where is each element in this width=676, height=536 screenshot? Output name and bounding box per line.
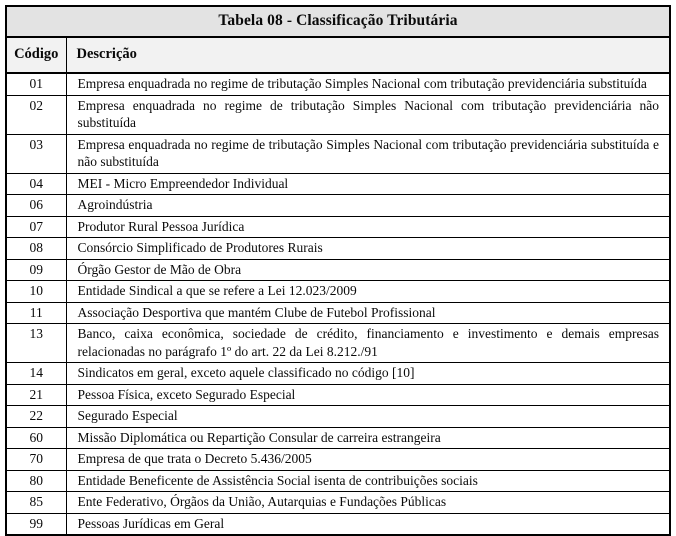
table-row <box>6 449 670 471</box>
code-cell: 01 <box>6 73 66 95</box>
description-cell: Associação Desportiva que mantém Clube de Futebol Profissional <box>66 302 670 324</box>
description-cell: Órgão Gestor de Mão de Obra <box>66 259 670 281</box>
column-header-codigo: Código <box>6 37 66 73</box>
code-cell: 04 <box>6 173 66 195</box>
code-cell: 14 <box>6 363 66 385</box>
description-cell: Missão Diplomática ou Repartição Consular de carreira estrangeira <box>66 427 670 449</box>
table-row <box>6 216 670 238</box>
code-cell: 08 <box>6 238 66 260</box>
description-cell: Ente Federativo, Órgãos da União, Autarquias e Fundações Públicas <box>66 492 670 514</box>
code-cell: 85 <box>6 492 66 514</box>
table-row <box>6 302 670 324</box>
description-cell: Segurado Especial <box>66 406 670 428</box>
table-row <box>6 173 670 195</box>
table-row <box>6 238 670 260</box>
table-row <box>6 384 670 406</box>
table-row <box>6 73 670 95</box>
code-cell: 02 <box>6 95 66 134</box>
code-cell: 70 <box>6 449 66 471</box>
table-title: Tabela 08 - Classificação Tributária <box>6 6 670 37</box>
description-cell: Pessoa Física, exceto Segurado Especial <box>66 384 670 406</box>
description-cell: Sindicatos em geral, exceto aquele classificado no código [10] <box>66 363 670 385</box>
code-cell: 06 <box>6 195 66 217</box>
description-cell: Empresa de que trata o Decreto 5.436/2005 <box>66 449 670 471</box>
table-row <box>6 324 670 363</box>
code-cell: 03 <box>6 134 66 173</box>
table-row <box>6 427 670 449</box>
table-row <box>6 281 670 303</box>
table-row <box>6 470 670 492</box>
description-cell: Consórcio Simplificado de Produtores Rurais <box>66 238 670 260</box>
table-row <box>6 134 670 173</box>
table-row <box>6 406 670 428</box>
description-cell: Agroindústria <box>66 195 670 217</box>
title-row <box>6 6 670 37</box>
table-row <box>6 363 670 385</box>
code-cell: 21 <box>6 384 66 406</box>
code-cell: 13 <box>6 324 66 363</box>
table-row <box>6 95 670 134</box>
description-cell: Empresa enquadrada no regime de tributação Simples Nacional com tributação previdenciária substituída e não substituída <box>66 134 670 173</box>
description-cell: MEI - Micro Empreendedor Individual <box>66 173 670 195</box>
table-row <box>6 195 670 217</box>
code-cell: 80 <box>6 470 66 492</box>
description-cell: Produtor Rural Pessoa Jurídica <box>66 216 670 238</box>
tax-classification-table <box>5 5 671 536</box>
description-cell: Pessoas Jurídicas em Geral <box>66 513 670 535</box>
table-body <box>6 73 670 535</box>
code-cell: 99 <box>6 513 66 535</box>
code-cell: 09 <box>6 259 66 281</box>
code-cell: 11 <box>6 302 66 324</box>
code-cell: 07 <box>6 216 66 238</box>
description-cell: Empresa enquadrada no regime de tributação Simples Nacional com tributação previdenciária substituída <box>66 73 670 95</box>
table-row <box>6 492 670 514</box>
description-cell: Entidade Beneficente de Assistência Social isenta de contribuições sociais <box>66 470 670 492</box>
description-cell: Banco, caixa econômica, sociedade de crédito, financiamento e investimento e demais empresas relacionadas no parágrafo 1º do art. 22 da Lei 8.212./91 <box>66 324 670 363</box>
description-cell: Empresa enquadrada no regime de tributação Simples Nacional com tributação previdenciária não substituída <box>66 95 670 134</box>
description-cell: Entidade Sindical a que se refere a Lei 12.023/2009 <box>66 281 670 303</box>
code-cell: 60 <box>6 427 66 449</box>
table-row <box>6 259 670 281</box>
column-header-descricao: Descrição <box>66 37 670 73</box>
table-head <box>6 6 670 73</box>
table-row <box>6 513 670 535</box>
code-cell: 22 <box>6 406 66 428</box>
code-cell: 10 <box>6 281 66 303</box>
column-header-row <box>6 37 670 73</box>
